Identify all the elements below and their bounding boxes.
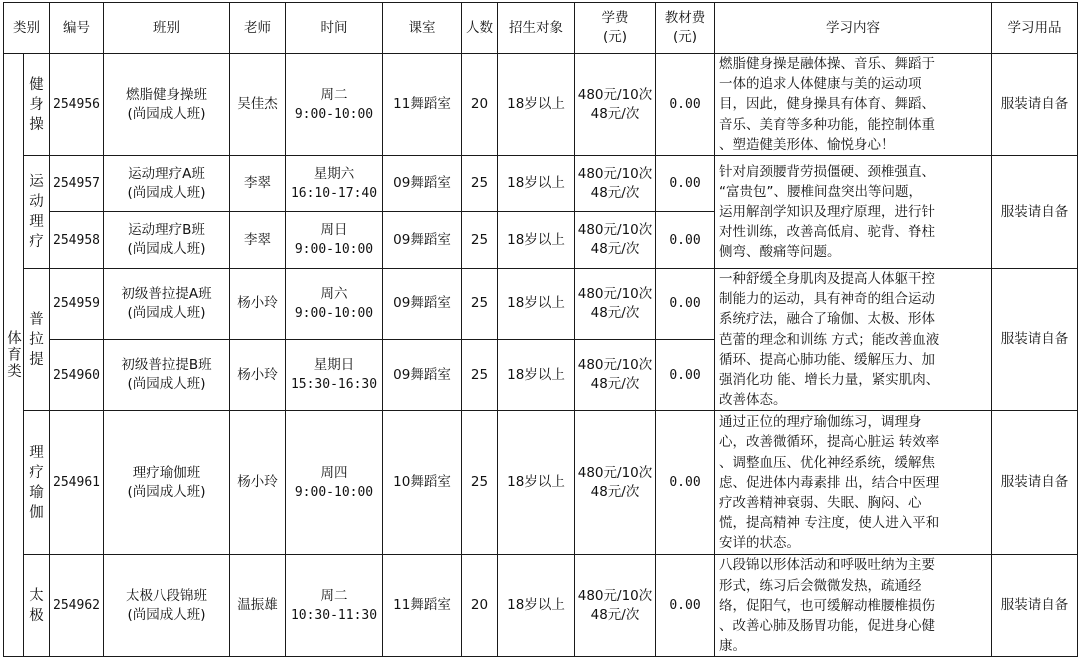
subcategory-char: 理 [29, 214, 44, 231]
table-row [4, 555, 1078, 657]
content-line: 安详的状态。 [719, 535, 800, 552]
content-line: 芭蕾的理念和训练 方式；能改善血液 [719, 331, 940, 348]
header-fee-line2: (元) [602, 29, 628, 45]
fee-single: 48元/次 [590, 241, 640, 258]
content-line: 音乐、美育等多种功能，能控制体重 [719, 116, 935, 133]
time-day: 周二 [320, 587, 348, 604]
table-row [4, 156, 1078, 212]
subcategory-char: 瑜 [29, 484, 44, 501]
book-fee-cell: 0.00 [656, 156, 715, 212]
book-fee-cell: 0.00 [656, 54, 715, 156]
fee-cell [575, 269, 656, 340]
time-day: 星期日 [313, 357, 355, 374]
subcategory-cell [24, 555, 50, 657]
code-cell: 254961 [50, 411, 104, 555]
class-name-line2: (尚园成人班) [127, 304, 206, 321]
subcategory-char: 疗 [29, 464, 44, 481]
class-name-cell [104, 411, 230, 555]
subcategory-char: 操 [29, 116, 44, 133]
count-cell: 20 [462, 54, 498, 156]
room-cell: 09舞蹈室 [383, 269, 462, 340]
time-range: 9:00-10:00 [294, 242, 374, 258]
subcategory-char: 健 [29, 76, 44, 93]
class-name-line2: (尚园成人班) [127, 483, 206, 500]
fee-single: 48元/次 [590, 184, 640, 201]
teacher-cell: 李翠 [230, 156, 286, 212]
course-table-body [4, 54, 1078, 657]
target-cell: 18岁以上 [498, 339, 575, 411]
subcategory-char: 运 [29, 174, 44, 191]
subcategory-char: 动 [29, 194, 44, 211]
code-cell: 254959 [50, 269, 104, 340]
subcategory-char: 理 [29, 444, 44, 461]
class-name-line2: (尚园成人班) [127, 241, 206, 258]
fee-single: 48元/次 [590, 304, 640, 321]
category-label: 体育类 [5, 330, 21, 380]
subcategory-char: 普 [29, 311, 44, 328]
teacher-cell: 李翠 [230, 212, 286, 269]
target-cell: 18岁以上 [498, 54, 575, 156]
supplies-cell: 服装请自备 [992, 411, 1078, 555]
count-cell: 25 [462, 411, 498, 555]
book-fee-cell: 0.00 [656, 212, 715, 269]
fee-package: 480元/10次 [577, 357, 653, 374]
content-line: 疗改善精神衰弱、失眠、胸闷、心 [719, 495, 922, 512]
time-day: 周六 [320, 285, 348, 302]
fee-package: 480元/10次 [577, 587, 653, 604]
class-name-cell [104, 54, 230, 156]
fee-package: 480元/10次 [577, 222, 653, 239]
content-line: 心，改善微循环，提高心脏运 转效率 [719, 434, 940, 451]
book-fee-cell: 0.00 [656, 555, 715, 657]
fee-single: 48元/次 [590, 105, 640, 122]
count-cell: 25 [462, 156, 498, 212]
class-name-line1: 初级普拉提B班 [121, 357, 212, 374]
supplies-cell: 服装请自备 [992, 54, 1078, 156]
supplies-cell: 服装请自备 [992, 555, 1078, 657]
teacher-cell: 杨小玲 [230, 411, 286, 555]
subcategory-cell [24, 54, 50, 156]
content-line: 络，促阳气，也可缓解动椎腰椎损伤 [719, 597, 935, 614]
time-range: 9:00-10:00 [294, 305, 374, 321]
table-row [4, 411, 1078, 555]
subcategory-cell [24, 269, 50, 411]
fee-package: 480元/10次 [577, 285, 653, 302]
content-line: 康。 [719, 638, 746, 655]
book-fee-cell: 0.00 [656, 411, 715, 555]
code-cell: 254957 [50, 156, 104, 212]
fee-cell [575, 411, 656, 555]
header-fee [575, 3, 656, 54]
time-range: 9:00-10:00 [294, 106, 374, 122]
room-cell: 09舞蹈室 [383, 212, 462, 269]
room-cell: 11舞蹈室 [383, 54, 462, 156]
supplies-cell: 服装请自备 [992, 156, 1078, 269]
course-table [3, 2, 1078, 657]
target-cell: 18岁以上 [498, 212, 575, 269]
fee-single: 48元/次 [590, 376, 640, 393]
content-line: “富贵包”、腰椎间盘突出等问题， [719, 183, 922, 200]
fee-single: 48元/次 [590, 483, 640, 500]
room-cell: 09舞蹈室 [383, 339, 462, 411]
content-line: 运用解剖学知识及理疗原理，进行针 [719, 203, 935, 220]
time-cell [286, 339, 383, 411]
subcategory-cell [24, 156, 50, 269]
content-line: 、改善心肺及肠胃功能，促进身心健 [719, 618, 935, 635]
time-range: 16:10-17:40 [290, 185, 378, 201]
subcategory-char: 极 [29, 607, 44, 624]
content-line: 形式，练习后会微微发热，疏通经 [719, 577, 922, 594]
subcategory-char: 身 [29, 96, 44, 113]
class-name-cell [104, 212, 230, 269]
fee-package: 480元/10次 [577, 165, 653, 182]
content-line: 八段锦以形体活动和呼吸吐纳为主要 [719, 557, 935, 574]
time-range: 15:30-16:30 [290, 377, 378, 393]
class-name-cell [104, 156, 230, 212]
count-cell: 25 [462, 269, 498, 340]
content-line: 强消化功 能、增长力量，紧实肌肉、 [719, 372, 940, 389]
class-name-line2: (尚园成人班) [127, 105, 206, 122]
code-cell: 254960 [50, 339, 104, 411]
table-row [4, 269, 1078, 340]
fee-cell [575, 156, 656, 212]
header-book-fee-line2: (元) [672, 29, 698, 45]
content-line: 针对肩颈腰背劳损僵硬、颈椎强直、 [719, 163, 935, 180]
header-fee-line1: 学费 [601, 10, 629, 26]
content-line: 系统疗法，融合了瑜伽、太极、形体 [719, 311, 935, 328]
class-name-cell [104, 555, 230, 657]
header-content: 学习内容 [715, 3, 992, 54]
class-name-line1: 运动理疗A班 [128, 165, 205, 182]
time-cell [286, 156, 383, 212]
code-cell: 254956 [50, 54, 104, 156]
class-name-line2: (尚园成人班) [127, 606, 206, 623]
class-name-line1: 运动理疗B班 [128, 222, 205, 239]
subcategory-char: 疗 [29, 234, 44, 251]
content-line: 侧弯、酸痛等问题。 [719, 244, 841, 261]
subcategory-char: 提 [29, 351, 44, 368]
content-line: 循环、提高心肺功能、缓解压力、加 [719, 351, 935, 368]
class-name-line1: 初级普拉提A班 [121, 285, 212, 302]
content-cell [715, 269, 992, 411]
count-cell: 25 [462, 212, 498, 269]
fee-cell [575, 339, 656, 411]
class-name-line2: (尚园成人班) [127, 184, 206, 201]
class-name-line1: 理疗瑜伽班 [132, 464, 201, 481]
content-line: 一种舒缓全身肌肉及提高人体躯干控 [719, 271, 935, 288]
content-line: 慌，提高精神 专注度，使人进入平和 [719, 515, 940, 532]
class-name-line2: (尚园成人班) [127, 376, 206, 393]
time-range: 9:00-10:00 [294, 484, 374, 500]
supplies-cell: 服装请自备 [992, 269, 1078, 411]
content-line: 改善体态。 [719, 392, 787, 409]
target-cell: 18岁以上 [498, 269, 575, 340]
subcategory-char: 拉 [29, 331, 44, 348]
teacher-cell: 杨小玲 [230, 269, 286, 340]
fee-package: 480元/10次 [577, 86, 653, 103]
content-cell [715, 411, 992, 555]
teacher-cell: 温振雄 [230, 555, 286, 657]
fee-single: 48元/次 [590, 606, 640, 623]
target-cell: 18岁以上 [498, 411, 575, 555]
content-line: 对性训练，改善高低肩、驼背、脊柱 [719, 224, 935, 241]
book-fee-cell: 0.00 [656, 339, 715, 411]
content-line: 制能力的运动，具有神奇的组合运动 [719, 291, 935, 308]
content-cell [715, 555, 992, 657]
content-line: 一体的追求人体健康与美的运动项 [719, 76, 922, 93]
fee-cell [575, 212, 656, 269]
time-cell [286, 411, 383, 555]
header-book-fee-line1: 教材费 [664, 10, 706, 26]
header-count: 人数 [462, 3, 498, 54]
header-category: 类别 [4, 3, 50, 54]
header-code: 编号 [50, 3, 104, 54]
class-name-line1: 燃脂健身操班 [126, 86, 207, 103]
fee-package: 480元/10次 [577, 464, 653, 481]
room-cell: 09舞蹈室 [383, 156, 462, 212]
class-name-line1: 太极八段锦班 [126, 587, 207, 604]
fee-cell [575, 54, 656, 156]
header-room: 课室 [383, 3, 462, 54]
target-cell: 18岁以上 [498, 156, 575, 212]
content-line: 目，因此，健身操具有体育、舞蹈、 [719, 96, 935, 113]
content-line: 虑、促进体内毒素排 出，结合中医理 [719, 474, 940, 491]
count-cell: 25 [462, 339, 498, 411]
header-time: 时间 [286, 3, 383, 54]
header-teacher: 老师 [230, 3, 286, 54]
time-cell [286, 269, 383, 340]
time-range: 10:30-11:30 [290, 607, 378, 623]
code-cell: 254962 [50, 555, 104, 657]
room-cell: 11舞蹈室 [383, 555, 462, 657]
header-target: 招生对象 [498, 3, 575, 54]
time-day: 星期六 [313, 165, 355, 182]
time-day: 周二 [320, 86, 348, 103]
target-cell: 18岁以上 [498, 555, 575, 657]
time-day: 周四 [320, 464, 348, 481]
time-day: 周日 [320, 222, 348, 239]
content-line: 燃脂健身操是融体操、音乐、舞蹈于 [719, 56, 935, 72]
content-line: 、调整血压、优化神经系统，缓解焦 [719, 454, 935, 471]
time-cell [286, 54, 383, 156]
time-cell [286, 555, 383, 657]
header-book-fee [656, 3, 715, 54]
header-class-name: 班别 [104, 3, 230, 54]
content-cell [715, 156, 992, 269]
class-name-cell [104, 339, 230, 411]
table-row [4, 54, 1078, 156]
category-cell [4, 54, 24, 657]
content-line: 、塑造健美形体、愉悦身心！ [719, 136, 895, 153]
teacher-cell: 杨小玲 [230, 339, 286, 411]
header-row [4, 3, 1078, 54]
count-cell: 20 [462, 555, 498, 657]
subcategory-cell [24, 411, 50, 555]
room-cell: 10舞蹈室 [383, 411, 462, 555]
teacher-cell: 吴佳杰 [230, 54, 286, 156]
subcategory-char: 太 [29, 587, 44, 604]
header-supplies: 学习用品 [992, 3, 1078, 54]
content-cell [715, 54, 992, 156]
code-cell: 254958 [50, 212, 104, 269]
time-cell [286, 212, 383, 269]
content-line: 通过正位的理疗瑜伽练习，调理身 [719, 414, 922, 431]
fee-cell [575, 555, 656, 657]
class-name-cell [104, 269, 230, 340]
subcategory-char: 伽 [29, 504, 44, 521]
book-fee-cell: 0.00 [656, 269, 715, 340]
